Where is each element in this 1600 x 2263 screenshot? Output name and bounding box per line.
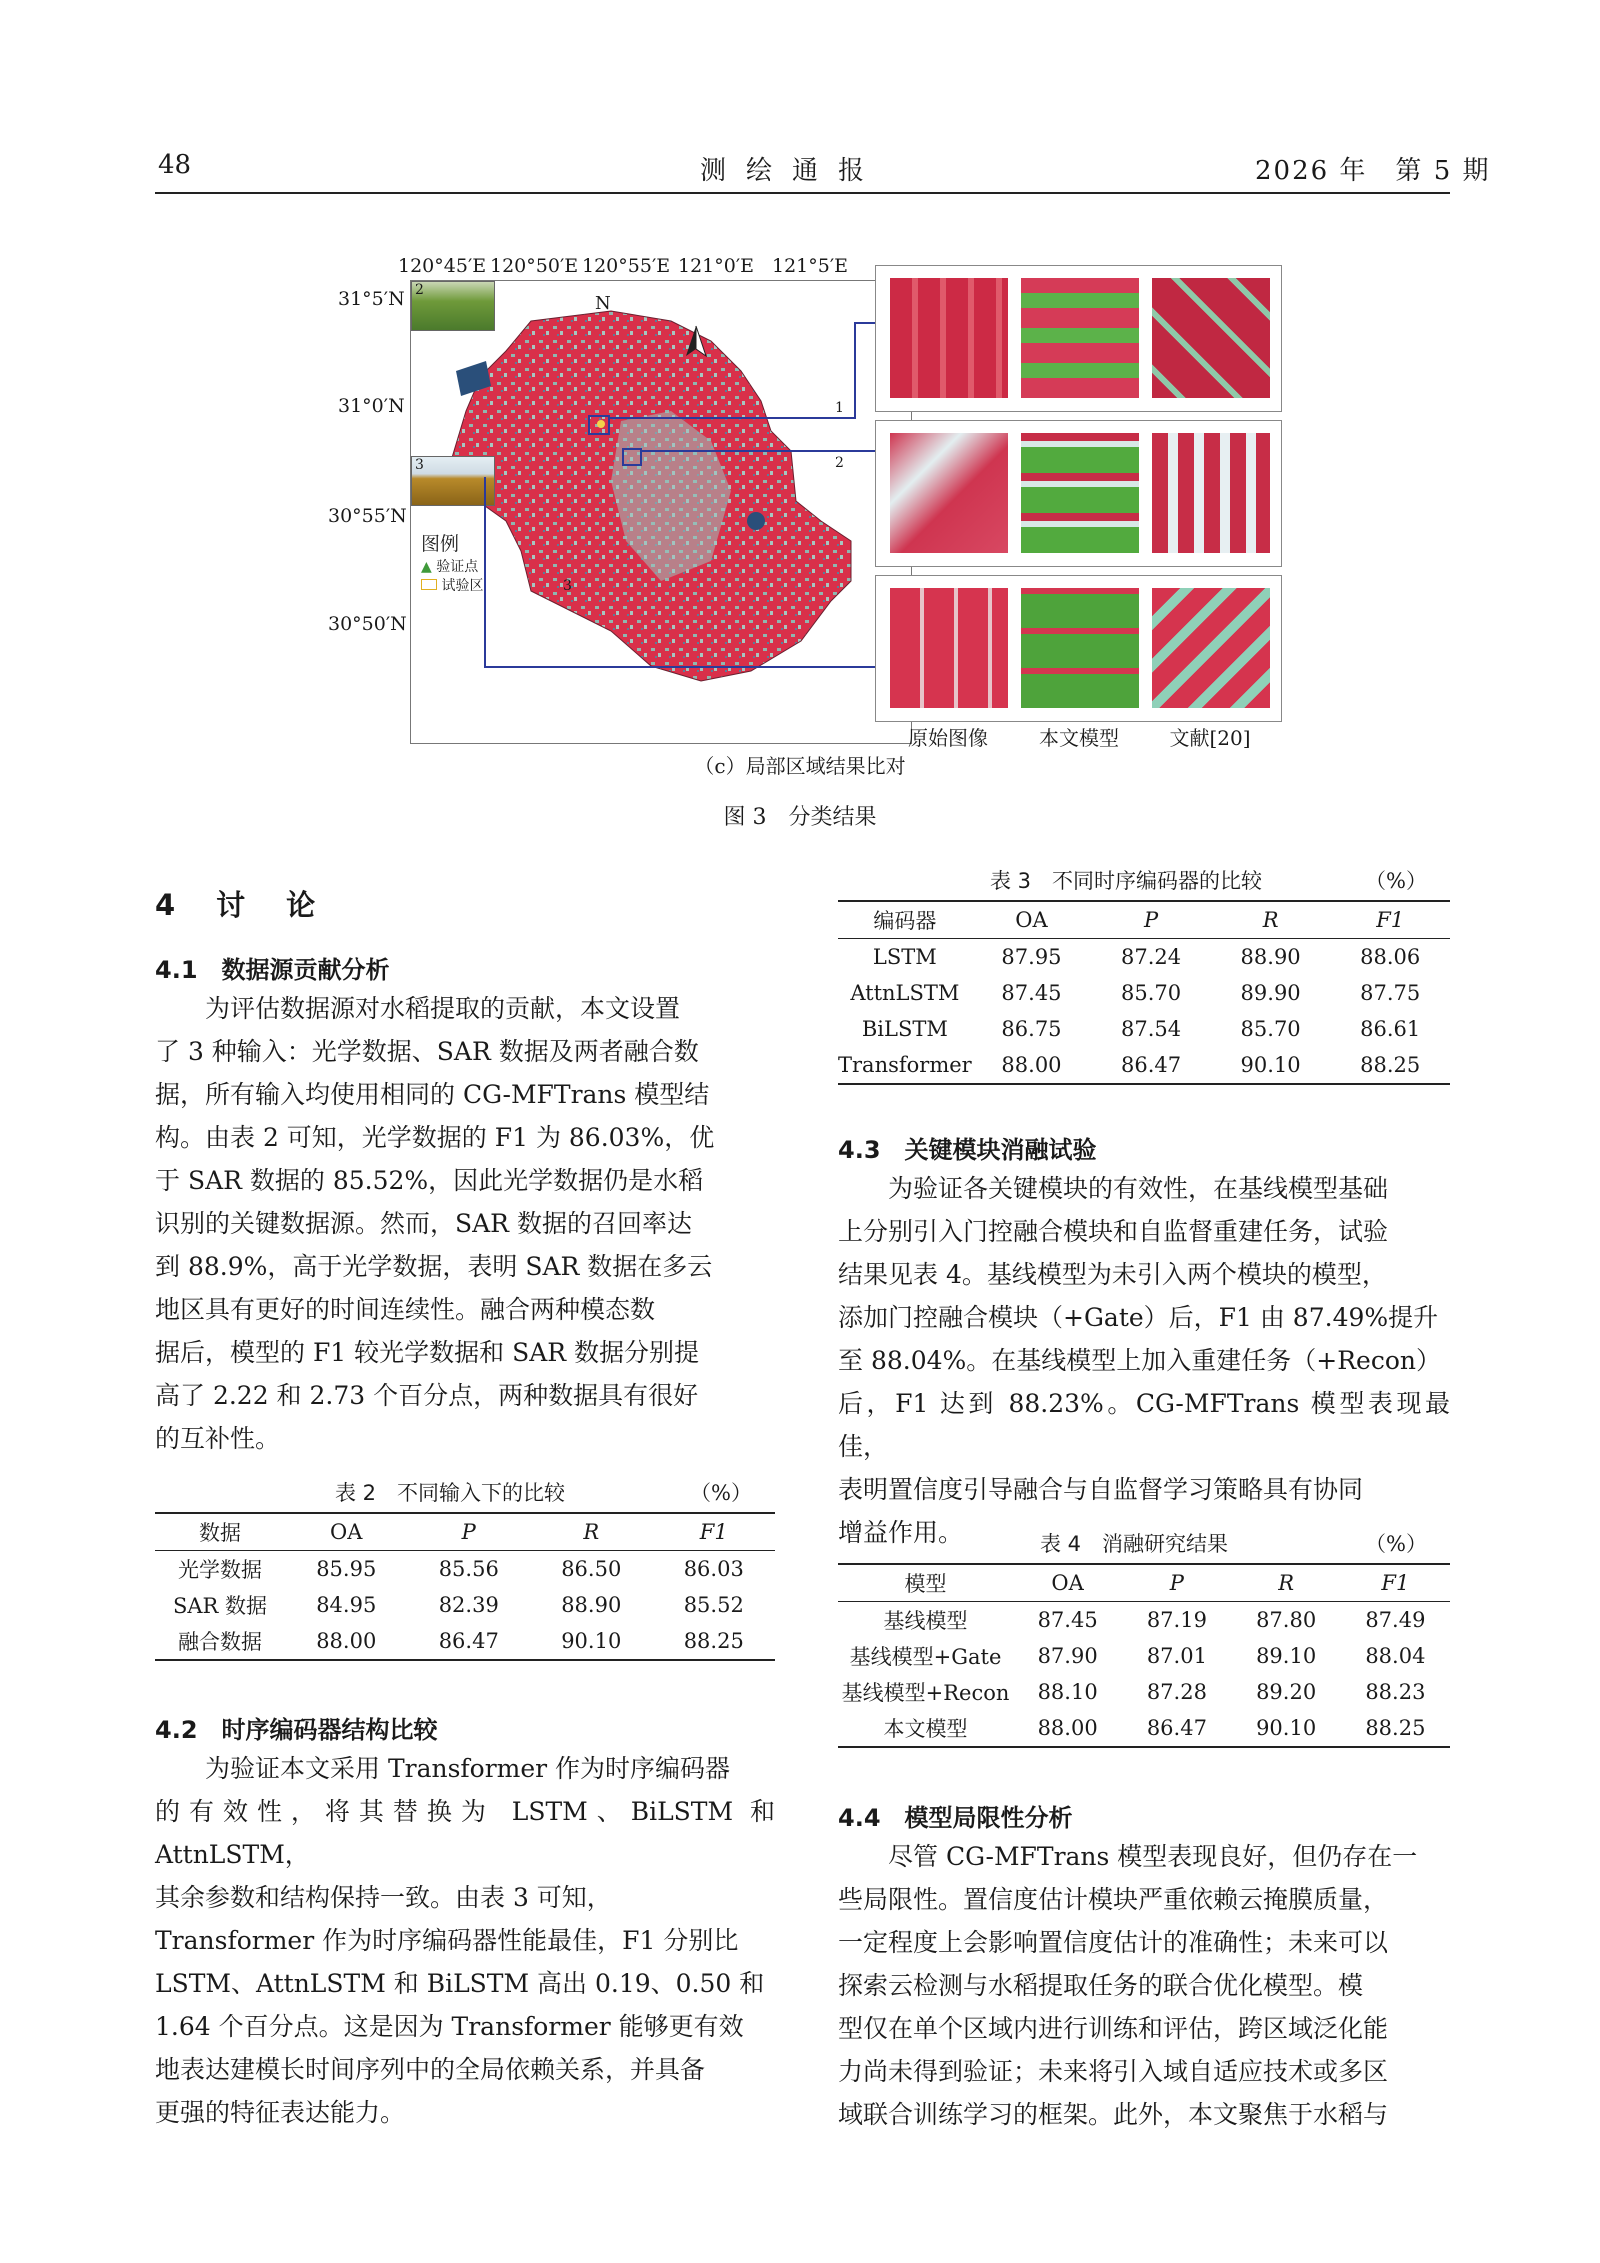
lon-tick: 120°55′E (582, 255, 671, 277)
column-header: F1 (1376, 908, 1405, 932)
text-line: 些局限性。置信度估计模块严重依赖云掩膜质量， (838, 1885, 1389, 1914)
text-line: 型仅在单个区域内进行训练和评估，跨区域泛化能 (838, 2014, 1389, 2043)
region-panel-2 (875, 420, 1282, 567)
table-cell: 82.39 (438, 1593, 499, 1617)
column-label: 本文模型 (1039, 726, 1119, 750)
table-cell: 88.23 (1365, 1680, 1426, 1704)
table-row (838, 1602, 1450, 1639)
region-panel-3 (875, 575, 1282, 722)
table-row (838, 975, 1450, 1011)
panel-image (890, 433, 1008, 553)
table-cell: 88.00 (316, 1629, 377, 1653)
table-cell: AttnLSTM (850, 981, 960, 1005)
text-line: Transformer 作为时序编码器性能最佳，F1 分别比 (155, 1926, 739, 1955)
column-header: R (583, 1520, 600, 1544)
lon-tick: 121°5′E (772, 255, 849, 277)
table-cell: 87.80 (1256, 1608, 1317, 1632)
text-line: 增益作用。 (838, 1518, 964, 1547)
legend-title: 图例 (421, 533, 460, 555)
table-cell: LSTM (872, 945, 937, 969)
table-cell: 87.90 (1037, 1644, 1098, 1668)
table-cell: 光学数据 (178, 1558, 262, 1582)
column-header: F1 (1381, 1571, 1410, 1595)
table-cell: 基线模型+Gate (849, 1645, 1002, 1669)
table-2 (155, 1512, 775, 1661)
section-heading: 4 讨 论 (155, 888, 322, 922)
table-row (155, 1551, 775, 1588)
text-line: 表明置信度引导融合与自监督学习策略具有协同 (838, 1475, 1364, 1504)
text-line: 结果见表 4。基线模型为未引入两个模块的模型， (838, 1260, 1387, 1289)
table-cell: 88.25 (1360, 1053, 1421, 1077)
photo-label: 2 (415, 282, 424, 298)
table-cell: 87.95 (1001, 945, 1062, 969)
table-row (838, 1710, 1450, 1747)
panel-image (1152, 278, 1270, 398)
panel-image (1021, 433, 1139, 553)
column-header: R (1262, 908, 1279, 932)
lon-tick: 121°0′E (678, 255, 755, 277)
subsection-heading: 4.3 关键模块消融试验 (838, 1136, 1097, 1164)
table-cell: 86.50 (561, 1557, 622, 1581)
text-line: 构。由表 2 可知，光学数据的 F1 为 86.03%，优 (155, 1123, 715, 1152)
paragraph-4-1 (155, 987, 775, 1460)
table-cell: 88.10 (1037, 1680, 1098, 1704)
north-label: N (595, 293, 611, 314)
text-line: 添加门控融合模块（+Gate）后，F1 由 87.49%提升 (838, 1303, 1439, 1332)
table-cell: 88.25 (1365, 1716, 1426, 1740)
journal-title: 测绘通报 (700, 156, 885, 186)
paragraph-4-3 (838, 1167, 1450, 1554)
text-line: 据，所有输入均使用相同的 CG-MFTrans 模型结 (155, 1080, 710, 1109)
table-cell: 85.95 (316, 1557, 377, 1581)
table-row (155, 1587, 775, 1623)
table-cell: 87.49 (1365, 1608, 1426, 1632)
table-cell: 87.24 (1120, 945, 1182, 969)
text-line: LSTM、AttnLSTM 和 BiLSTM 高出 0.19、0.50 和 (155, 1969, 765, 1998)
text-line: 其余参数和结构保持一致。由表 3 可知， (155, 1883, 612, 1912)
text-line: 地表达建模长时间序列中的全局依赖关系，并具备 (155, 2055, 706, 2084)
column-header: P (461, 1520, 476, 1544)
table-caption: 表 4 消融研究结果 (1040, 1532, 1229, 1556)
table-cell: 90.10 (561, 1629, 622, 1653)
paragraph-4-4 (838, 1835, 1450, 2136)
subsection-heading: 4.4 模型局限性分析 (838, 1804, 1073, 1832)
figure-3 (310, 255, 1285, 750)
column-header: R (1278, 1571, 1295, 1595)
column-header: OA (1015, 908, 1048, 932)
photo-label: 3 (415, 457, 424, 473)
text-line: 更强的特征表达能力。 (155, 2098, 406, 2127)
table-cell: 86.47 (1120, 1053, 1182, 1077)
column-header: 模型 (904, 1572, 947, 1596)
text-line: 于 SAR 数据的 85.52%，因此光学数据仍是水稻 (155, 1166, 704, 1195)
table-cell: 88.25 (683, 1629, 744, 1653)
text-line: 上分别引入门控融合模块和自监督重建任务，试验 (838, 1217, 1389, 1246)
table-cell: 87.54 (1120, 1017, 1182, 1041)
column-header: OA (1051, 1571, 1084, 1595)
table-cell: 87.45 (1037, 1608, 1098, 1632)
text-line: 探索云检测与水稻提取任务的联合优化模型。模 (838, 1971, 1364, 2000)
table-cell: 86.61 (1360, 1017, 1421, 1041)
table-cell: 87.28 (1146, 1680, 1207, 1704)
panel-image (1152, 433, 1270, 553)
table-cell: 87.01 (1146, 1644, 1207, 1668)
subsection-heading: 4.1 数据源贡献分析 (155, 956, 390, 984)
text-line: 为评估数据源对水稻提取的贡献，本文设置 (205, 994, 681, 1023)
region-panel-1 (875, 265, 1282, 412)
lat-tick: 30°55′N (328, 505, 407, 527)
panel-image (1021, 278, 1139, 398)
table-cell: 86.47 (438, 1629, 499, 1653)
column-header: 编码器 (873, 909, 937, 933)
table-cell: 88.00 (1001, 1053, 1062, 1077)
page-number: 48 (158, 150, 192, 180)
table-cell: 基线模型 (883, 1609, 968, 1633)
subsection-heading: 4.2 时序编码器结构比较 (155, 1716, 438, 1744)
table-caption: 表 3 不同时序编码器的比较 (990, 869, 1263, 893)
text-line: 了 3 种输入：光学数据、SAR 数据及两者融合数 (155, 1037, 699, 1066)
text-line: 后，F1 达到 88.23%。CG-MFTrans 模型表现最佳， (838, 1389, 1450, 1461)
issue-label: 2026 年 第 5 期 (1255, 156, 1491, 186)
region-label: 3 (563, 578, 572, 594)
column-header: P (1143, 908, 1159, 932)
table-cell: 86.47 (1146, 1716, 1207, 1740)
table-caption: 表 2 不同输入下的比较 (335, 1481, 566, 1505)
text-line: 识别的关键数据源。然而，SAR 数据的召回率达 (155, 1209, 692, 1238)
table-cell: 86.03 (683, 1557, 744, 1581)
table-cell: 本文模型 (883, 1717, 968, 1741)
text-line: 一定程度上会影响置信度估计的准确性；未来可以 (838, 1928, 1389, 1957)
region-label: 1 (835, 400, 844, 416)
table-cell: 88.00 (1037, 1716, 1098, 1740)
table-cell: 89.90 (1240, 981, 1301, 1005)
region-label: 2 (835, 455, 844, 471)
panel-image (890, 278, 1008, 398)
panel-image (1152, 588, 1270, 708)
text-line: 域联合训练学习的框架。此外，本文聚焦于水稻与 (838, 2100, 1389, 2129)
text-line: 1.64 个百分点。这是因为 Transformer 能够更有效 (155, 2012, 744, 2041)
table-row (838, 1011, 1450, 1047)
table-3 (838, 900, 1450, 1085)
table-cell: 85.56 (438, 1557, 499, 1581)
text-line: 到 88.9%，高于光学数据，表明 SAR 数据在多云 (155, 1252, 713, 1281)
table-unit: （%） (1365, 869, 1427, 893)
lon-tick: 120°45′E (398, 255, 487, 277)
column-header: P (1169, 1571, 1184, 1595)
legend-item-label: 试验区 (441, 578, 484, 594)
column-label: 原始图像 (908, 726, 988, 750)
table-cell: 87.19 (1146, 1608, 1207, 1632)
table-cell: 87.45 (1001, 981, 1062, 1005)
table-cell: 基线模型+Recon (841, 1681, 1010, 1705)
table-cell: 90.10 (1240, 1053, 1301, 1077)
column-header: 数据 (199, 1521, 241, 1545)
figure-subcaption: （c）局部区域结果比对 (694, 754, 906, 778)
table-cell: BiLSTM (861, 1017, 948, 1041)
text-line: 为验证各关键模块的有效性，在基线模型基础 (888, 1174, 1389, 1203)
text-line: 至 88.04%。在基线模型上加入重建任务（+Recon） (838, 1346, 1441, 1375)
table-row (838, 1638, 1450, 1674)
text-line: 据后，模型的 F1 较光学数据和 SAR 数据分别提 (155, 1338, 700, 1367)
table-cell: 86.75 (1001, 1017, 1062, 1041)
table-cell: 89.10 (1256, 1644, 1317, 1668)
table-row (155, 1623, 775, 1660)
table-cell: 84.95 (316, 1593, 377, 1617)
column-header: OA (330, 1520, 363, 1544)
panel-image (890, 588, 1008, 708)
text-line: 尽管 CG-MFTrans 模型表现良好，但仍存在一 (888, 1842, 1418, 1871)
text-line: 的互补性。 (155, 1424, 281, 1453)
table-cell: 融合数据 (178, 1630, 262, 1654)
table-unit: （%） (1365, 1532, 1427, 1556)
table-cell: Transformer (838, 1053, 972, 1077)
table-cell: 85.70 (1240, 1017, 1301, 1041)
table-cell: 87.75 (1360, 981, 1421, 1005)
table-cell: 85.52 (683, 1593, 744, 1617)
table-row (838, 939, 1450, 976)
table-unit: （%） (690, 1481, 752, 1505)
text-line: 力尚未得到验证；未来将引入域自适应技术或多区 (838, 2057, 1389, 2086)
figure-caption: 图 3 分类结果 (723, 805, 877, 830)
triangle-icon: ▲ (421, 559, 432, 575)
text-line: 地区具有更好的时间连续性。融合两种模态数 (155, 1295, 656, 1324)
table-4 (838, 1563, 1450, 1748)
table-cell: 88.90 (561, 1593, 622, 1617)
text-line: 的有效性，将其替换为 LSTM、BiLSTM 和 AttnLSTM， (155, 1797, 775, 1869)
header-rule (155, 192, 1450, 194)
lat-tick: 31°5′N (338, 288, 405, 310)
text-line: 为验证本文采用 Transformer 作为时序编码器 (205, 1754, 731, 1783)
table-cell: 88.90 (1240, 945, 1301, 969)
table-cell: 88.06 (1360, 945, 1421, 969)
column-label: 文献[20] (1169, 726, 1251, 750)
lat-tick: 30°50′N (328, 613, 407, 635)
table-cell: 88.04 (1365, 1644, 1426, 1668)
lon-tick: 120°50′E (490, 255, 579, 277)
table-cell: 89.20 (1256, 1680, 1317, 1704)
text-line: 高了 2.22 和 2.73 个百分点，两种数据具有很好 (155, 1381, 699, 1410)
table-row (838, 1047, 1450, 1084)
table-cell: 90.10 (1256, 1716, 1317, 1740)
panel-image (1021, 588, 1139, 708)
column-header: F1 (699, 1520, 728, 1544)
table-row (838, 1674, 1450, 1710)
legend-item-label: 验证点 (436, 559, 479, 575)
paragraph-4-2 (155, 1747, 775, 2134)
table-cell: SAR 数据 (172, 1594, 268, 1618)
lat-tick: 31°0′N (338, 395, 405, 417)
table-cell: 85.70 (1120, 981, 1182, 1005)
